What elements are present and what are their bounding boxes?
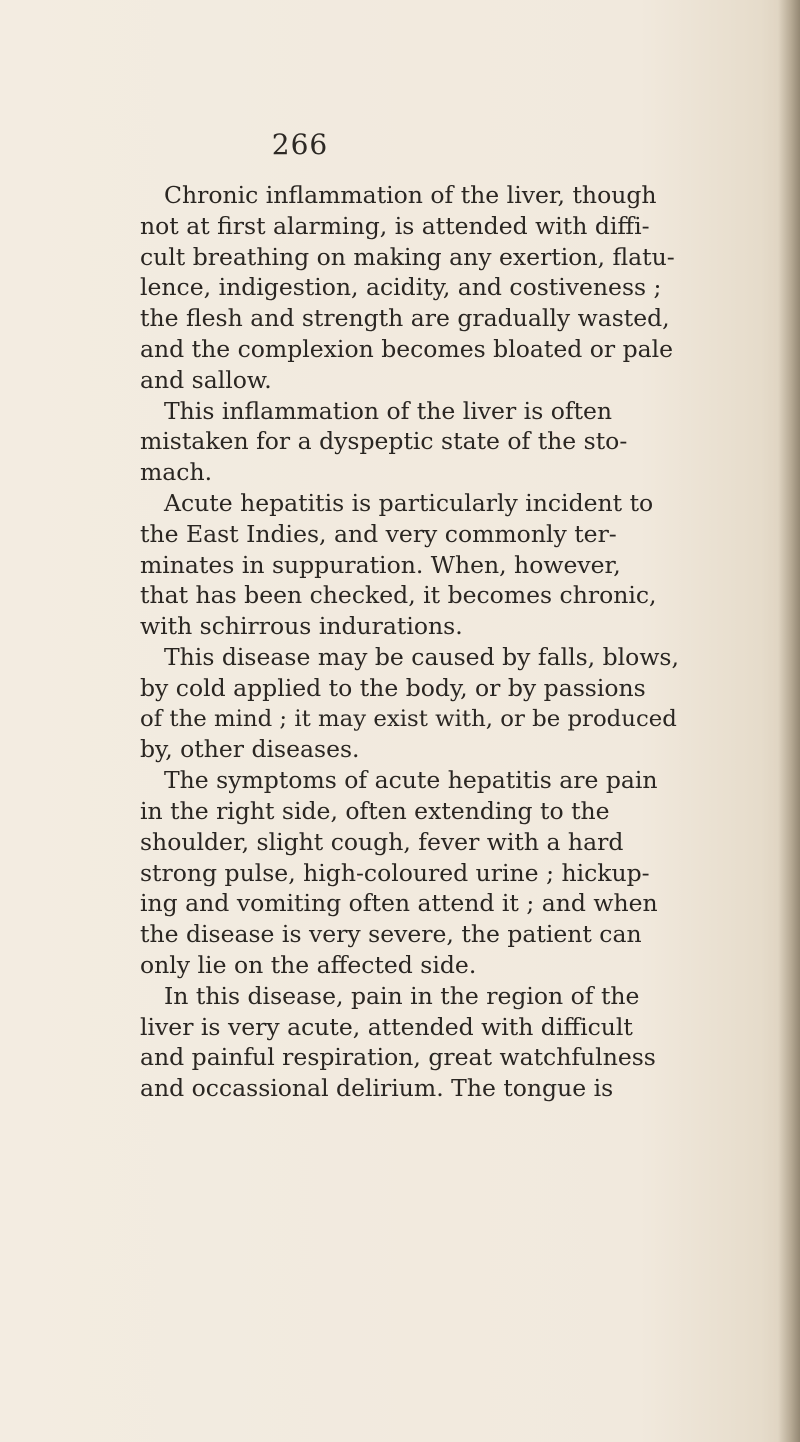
text-line: the disease is very severe, the patient can <box>140 920 642 949</box>
text-line: of the mind ; it may exist with, or be produced <box>140 705 677 732</box>
text-line: by, other diseases. <box>140 735 360 764</box>
text-line: mach. <box>140 458 213 487</box>
text-line: not at first alarming, is attended with diffi- <box>140 211 650 240</box>
text-line: by cold applied to the body, or by passions <box>140 673 646 702</box>
text-line: and painful respiration, great watchfulness <box>140 1043 656 1072</box>
text-line: liver is very acute, attended with difficult <box>140 1012 633 1041</box>
text-line: cult breathing on making any exertion, flatu- <box>140 242 675 271</box>
text-line: Chronic inflammation of the liver, though <box>164 181 657 209</box>
text-line: the flesh and strength are gradually wasted, <box>140 304 670 333</box>
page-number: 266 <box>271 128 329 161</box>
text-line: only lie on the affected side. <box>140 950 477 979</box>
text-line: and the complexion becomes bloated or pale <box>140 334 674 363</box>
text-line: the East Indies, and very commonly ter- <box>140 519 617 548</box>
text-line: that has been checked, it becomes chronic, <box>140 581 657 610</box>
text-line: mistaken for a dyspeptic state of the sto- <box>140 427 628 456</box>
text-line: In this disease, pain in the region of the <box>164 981 640 1010</box>
text-line: The symptoms of acute hepatitis are pain <box>164 766 658 795</box>
text-line: with schirrous indurations. <box>140 612 463 641</box>
page-edge-shadow <box>778 0 800 1442</box>
text-line: and sallow. <box>140 365 272 394</box>
text-line: Acute hepatitis is particularly incident to <box>164 488 654 517</box>
text-line: ing and vomiting often attend it ; and when <box>140 889 658 918</box>
text-line: strong pulse, high-coloured urine ; hickup- <box>140 858 650 887</box>
text-line: in the right side, often extending to the <box>140 796 610 825</box>
body-text <box>140 180 679 1104</box>
text-line: minates in suppuration. When, however, <box>140 550 621 579</box>
text-line: and occassional delirium. The tongue is <box>140 1074 614 1103</box>
text-line: lence, indigestion, acidity, and costiveness ; <box>140 273 662 302</box>
text-line: shoulder, slight cough, fever with a hard <box>140 827 624 856</box>
text-line: This inflammation of the liver is often <box>164 396 613 425</box>
text-line: This disease may be caused by falls, blows, <box>164 642 679 671</box>
